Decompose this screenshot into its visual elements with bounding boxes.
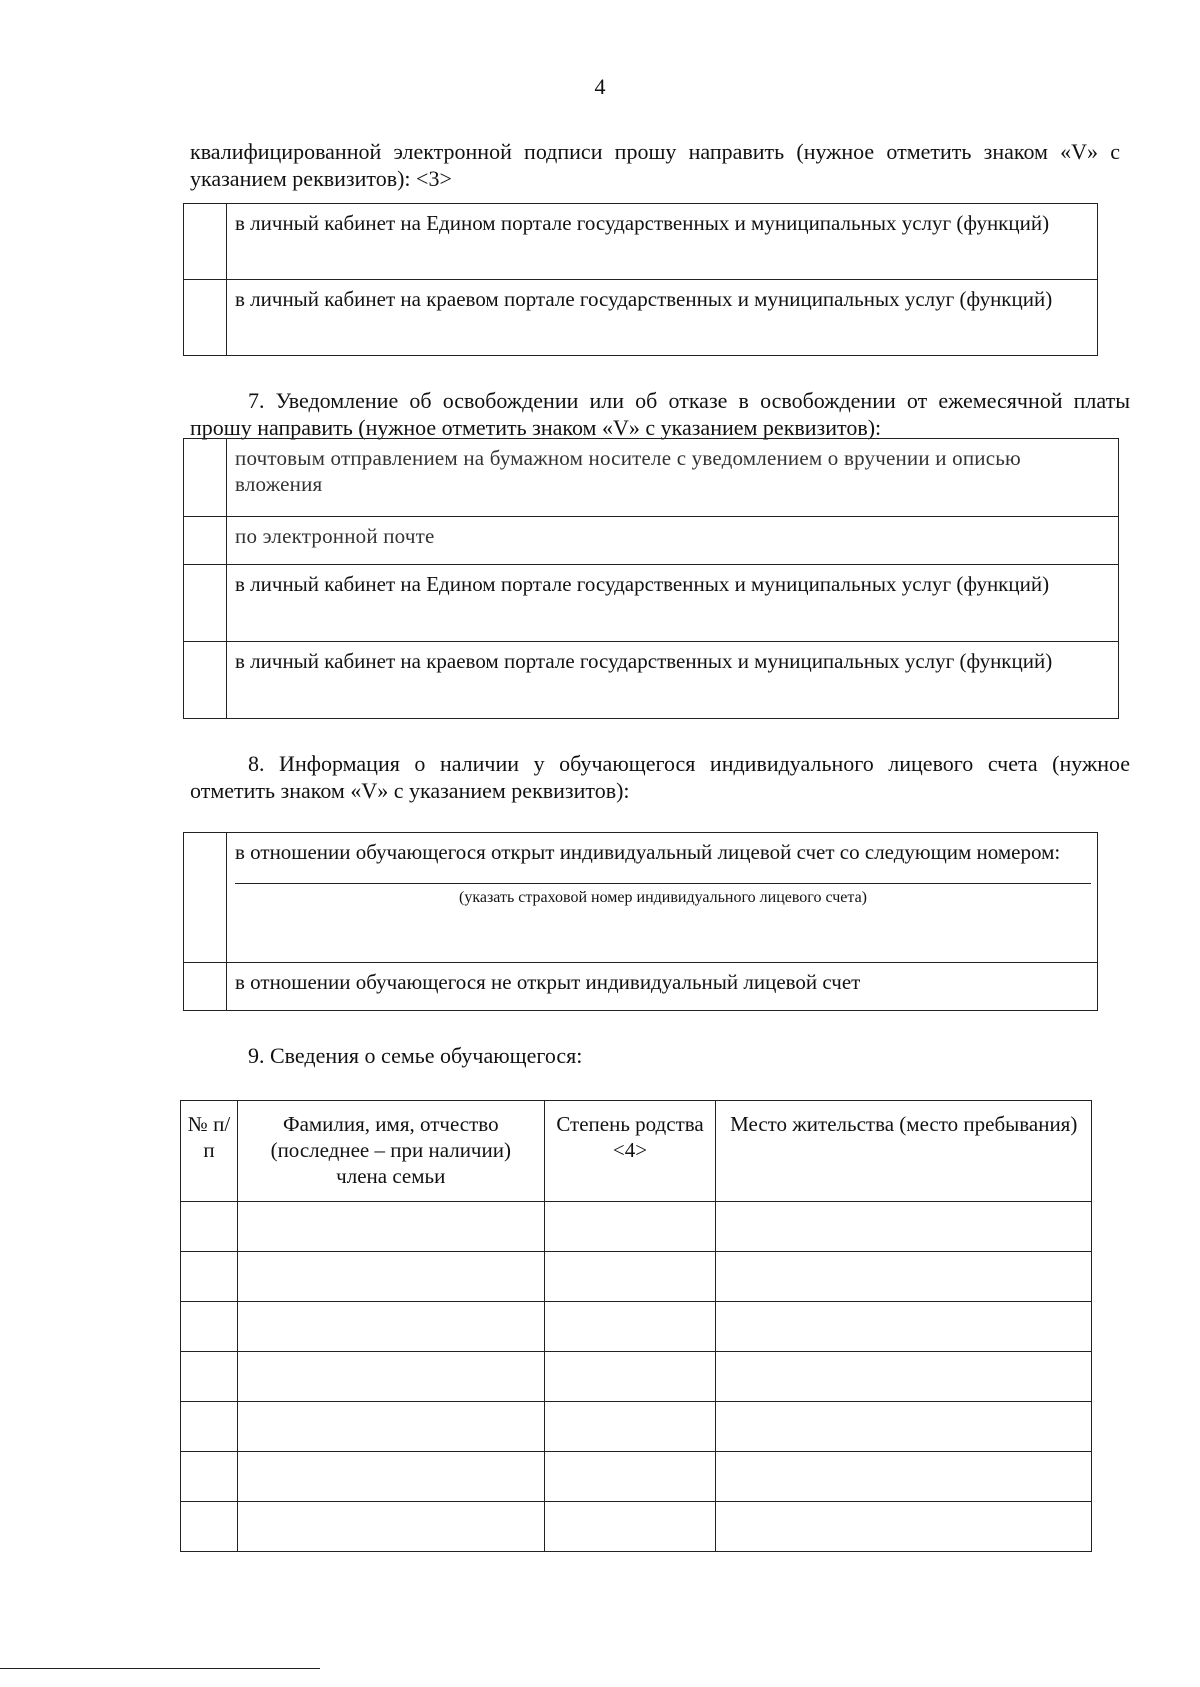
option-row <box>184 642 1119 719</box>
option-label: в личный кабинет на краевом портале государственных и муниципальных услуг (функций) <box>227 642 1119 719</box>
table-cell[interactable] <box>716 1252 1092 1302</box>
table-cell[interactable] <box>716 1452 1092 1502</box>
table-cell[interactable] <box>544 1352 716 1402</box>
option-label: в отношении обучающегося открыт индивидуальный лицевой счет со следующим номером: <box>235 840 1061 864</box>
table-cell[interactable] <box>716 1352 1092 1402</box>
header-residence: Место жительства (место пребывания) <box>716 1101 1092 1202</box>
checkbox-cell[interactable] <box>184 963 227 1011</box>
table-row <box>181 1252 1092 1302</box>
table-cell[interactable] <box>181 1502 238 1552</box>
table-row <box>181 1352 1092 1402</box>
table-cell[interactable] <box>544 1502 716 1552</box>
option-label: в отношении обучающегося не открыт индивидуальный лицевой счет <box>227 963 1098 1011</box>
section-9-text: 9. Сведения о семье обучающегося: <box>248 1043 583 1068</box>
option-label: в личный кабинет на Едином портале государственных и муниципальных услуг (функций) <box>227 204 1098 280</box>
table-cell[interactable] <box>181 1352 238 1402</box>
table-cell[interactable] <box>181 1252 238 1302</box>
checkbox-cell[interactable] <box>184 280 227 356</box>
header-fullname: Фамилия, имя, отчество (последнее – при наличии) члена семьи <box>237 1101 544 1202</box>
option-label: в личный кабинет на краевом портале государственных и муниципальных услуг (функций) <box>227 280 1098 356</box>
checkbox-cell[interactable] <box>184 642 227 719</box>
table-row <box>181 1452 1092 1502</box>
table-cell[interactable] <box>181 1402 238 1452</box>
family-table-header <box>181 1101 1092 1202</box>
section-8-text: 8. Информация о наличии у обучающегося индивидуального лицевого счета (нужное отметить знаком «V» с указанием реквизитов): <box>190 751 1130 803</box>
table-cell[interactable] <box>181 1452 238 1502</box>
option-row <box>184 439 1119 517</box>
option-row <box>184 204 1098 280</box>
table-row <box>181 1502 1092 1552</box>
option-row <box>184 517 1119 565</box>
intro-paragraph <box>190 138 1120 192</box>
option-label: почтовым отправлением на бумажном носителе с уведомлением о вручении и описью вложения <box>227 439 1119 517</box>
table-row <box>181 1302 1092 1352</box>
family-table <box>180 1100 1092 1552</box>
table-row <box>181 1202 1092 1252</box>
page-number: 4 <box>594 74 606 99</box>
table-cell[interactable] <box>237 1452 544 1502</box>
header-relation: Степень родства <4> <box>544 1101 716 1202</box>
table-cell[interactable] <box>544 1402 716 1452</box>
section-9-paragraph <box>248 1042 1048 1069</box>
delivery-table-notice <box>183 438 1119 719</box>
checkbox-cell[interactable] <box>184 565 227 642</box>
table-cell[interactable] <box>716 1302 1092 1352</box>
table-cell[interactable] <box>181 1302 238 1352</box>
table-cell[interactable] <box>544 1252 716 1302</box>
table-cell[interactable] <box>544 1452 716 1502</box>
option-row <box>184 833 1098 963</box>
section-7-text: 7. Уведомление об освобождении или об отказе в освобождении от ежемесячной платы прошу направить (нужное отметить знаком «V» с указанием реквизитов): <box>190 388 1130 440</box>
table-cell[interactable] <box>237 1502 544 1552</box>
table-cell[interactable] <box>716 1402 1092 1452</box>
table-cell[interactable] <box>237 1302 544 1352</box>
option-row <box>184 565 1119 642</box>
checkbox-cell[interactable] <box>184 204 227 280</box>
option-label: в личный кабинет на Едином портале государственных и муниципальных услуг (функций) <box>227 565 1119 642</box>
option-row <box>184 963 1098 1011</box>
table-row <box>181 1402 1092 1452</box>
option-label: по электронной почте <box>227 517 1119 565</box>
checkbox-cell[interactable] <box>184 439 227 517</box>
account-table <box>183 832 1098 1011</box>
table-cell[interactable] <box>237 1352 544 1402</box>
option-cell <box>227 833 1098 963</box>
intro-text: квалифицированной электронной подписи прошу направить (нужное отметить знаком «V» с указанием реквизитов): <3> <box>190 139 1120 191</box>
table-cell[interactable] <box>716 1202 1092 1252</box>
checkbox-cell[interactable] <box>184 517 227 565</box>
option-row <box>184 280 1098 356</box>
table-cell[interactable] <box>716 1502 1092 1552</box>
account-number-field[interactable]: (указать страховой номер индивидуального лицевого счета) <box>235 883 1091 908</box>
table-cell[interactable] <box>544 1202 716 1252</box>
checkbox-cell[interactable] <box>184 833 227 963</box>
table-cell[interactable] <box>237 1402 544 1452</box>
delivery-table-esign <box>183 203 1098 356</box>
table-cell[interactable] <box>237 1202 544 1252</box>
table-cell[interactable] <box>544 1302 716 1352</box>
table-cell[interactable] <box>181 1202 238 1252</box>
section-7-paragraph <box>190 387 1130 441</box>
table-cell[interactable] <box>237 1252 544 1302</box>
footnote-divider <box>0 1668 320 1669</box>
header-number: № п/п <box>181 1101 238 1202</box>
section-8-paragraph <box>190 750 1130 804</box>
